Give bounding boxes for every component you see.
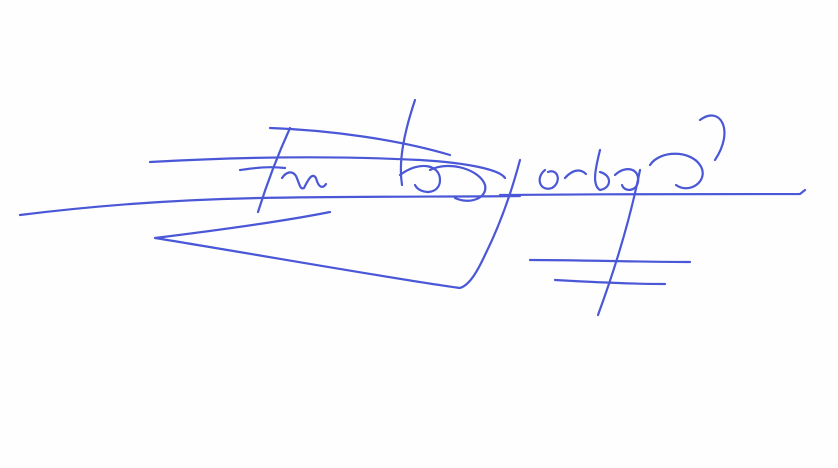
signature-stroke-baseline-right	[500, 190, 805, 195]
signature-stroke-baseline-left	[20, 196, 520, 215]
signature-stroke-ordao	[540, 116, 725, 190]
signature-stroke-rui	[282, 172, 326, 188]
signature-stroke-top-flourish-2	[270, 128, 450, 155]
signature-stroke-J	[155, 160, 520, 288]
signature-stroke-underline-1	[530, 260, 690, 262]
signature-stroke-F	[240, 128, 290, 212]
signature-stroke-tas	[400, 100, 485, 201]
signature-ink	[20, 86, 805, 315]
signature-stroke-top-flourish	[150, 157, 505, 178]
signature-stroke-descender	[598, 170, 640, 315]
signature-dot-3	[528, 184, 532, 188]
signature-dot-1	[542, 86, 546, 90]
